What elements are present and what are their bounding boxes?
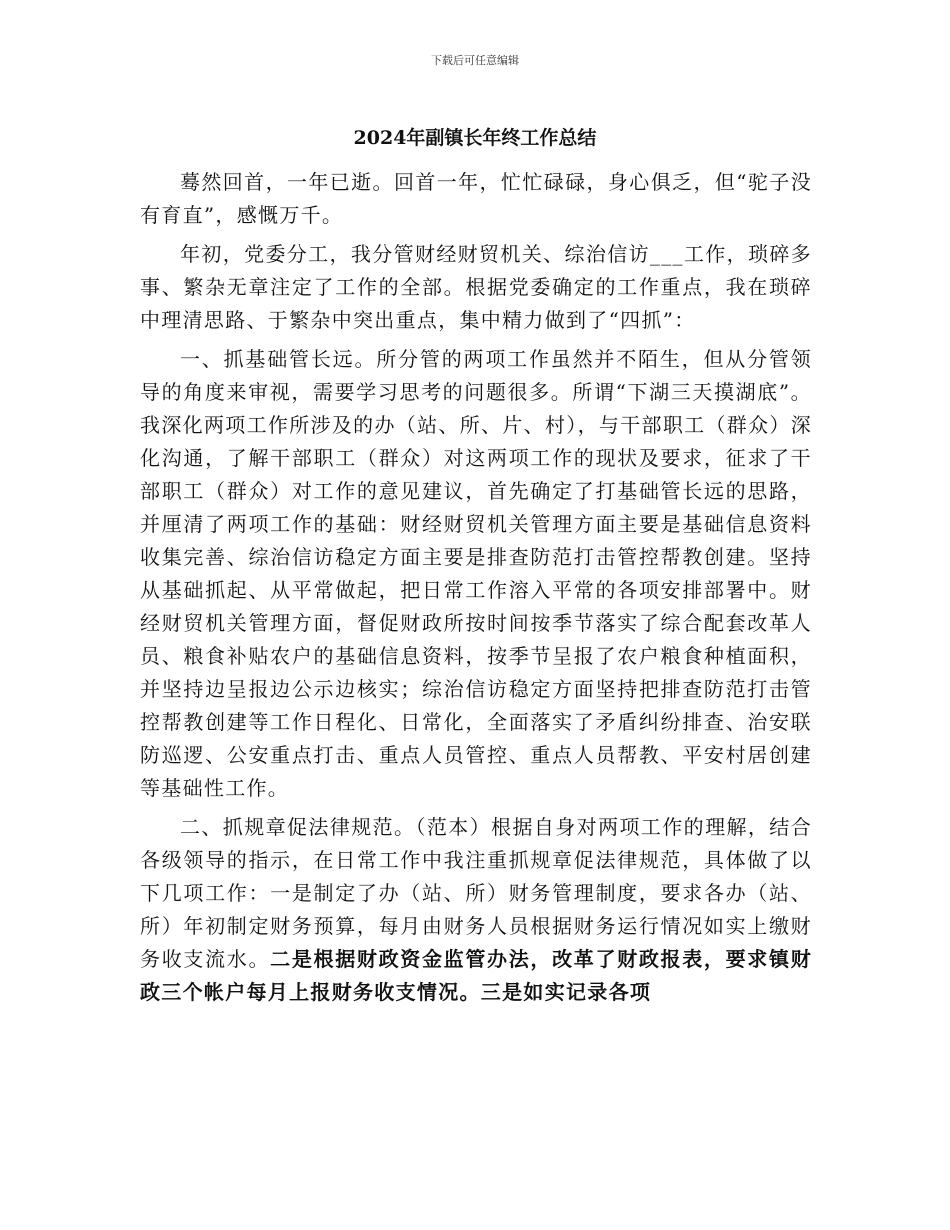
- document-title: 2024年副镇长年终工作总结: [353, 127, 597, 149]
- paragraph-section-one: 一、抓基础管长远。所分管的两项工作虽然并不陌生，但从分管领导的角度来审视，需要学习思考的问题很多。所谓“下湖三天摸湖底”。我深化两项工作所涉及的办（站、所、片、村），与干部职工（群众）深化沟通，了解干部职工（群众）对这两项工作的现状及要求，征求了干部职工（群众）对工作的意见建议，首先确定了打基础管长远的思路，并厘清了两项工作的基础：财经财贸机关管理方面主要是基础信息资料收集完善、综治信访稳定方面主要是排查防范打击管控帮教创建。坚持从基础抓起、从平常做起，把日常工作溶入平常的各项安排部署中。财经财贸机关管理方面，督促财政所按时间按季节落实了综合配套改革人员、粮食补贴农户的基础信息资料，按季节呈报了农户粮食种植面积，并坚持边呈报边公示边核实；综治信访稳定方面坚持把排查防范打击管控帮教创建等工作日程化、日常化，全面落实了矛盾纠纷排查、治安联防巡逻、公安重点打击、重点人员管控、重点人员帮教、平安村居创建等基础性工作。: [140, 347, 812, 800]
- paragraph-section-two-text: 二、抓规章促法律规范。（范本）根据自身对两项工作的理解，结合各级领导的指示，在日常工作中我注重抓规章促法律规范，具体做了以下几项工作：一是制定了办（站、所）财务管理制度，要求各办（站、所）年初制定财务预算，每月由财务人员根据财务运行情况如实上缴财务收支流水。: [140, 815, 812, 971]
- paragraph-intro: 蓦然回首，一年已逝。回首一年，忙忙碌碌，身心俱乏，但“驼子没有育直”，感慨万千。: [140, 170, 812, 227]
- paragraph-section-two: [140, 811, 812, 1009]
- paragraph-section-two-bold-text: 二是根据财政资金监管办法，改革了财政报表，要求镇财政三个帐户每月上报财务收支情况。三是如实记录各项: [140, 947, 812, 1004]
- paragraph-division-of-work: 年初，党委分工，我分管财经财贸机关、综治信访___工作，琐碎多事、繁杂无章注定了工作的全部。根据党委确定的工作重点，我在琐碎中理清思路、于繁杂中突出重点，集中精力做到了“四抓”：: [140, 242, 812, 332]
- page-header-note: 下载后可任意编辑: [431, 54, 519, 67]
- document-body: [140, 166, 812, 1015]
